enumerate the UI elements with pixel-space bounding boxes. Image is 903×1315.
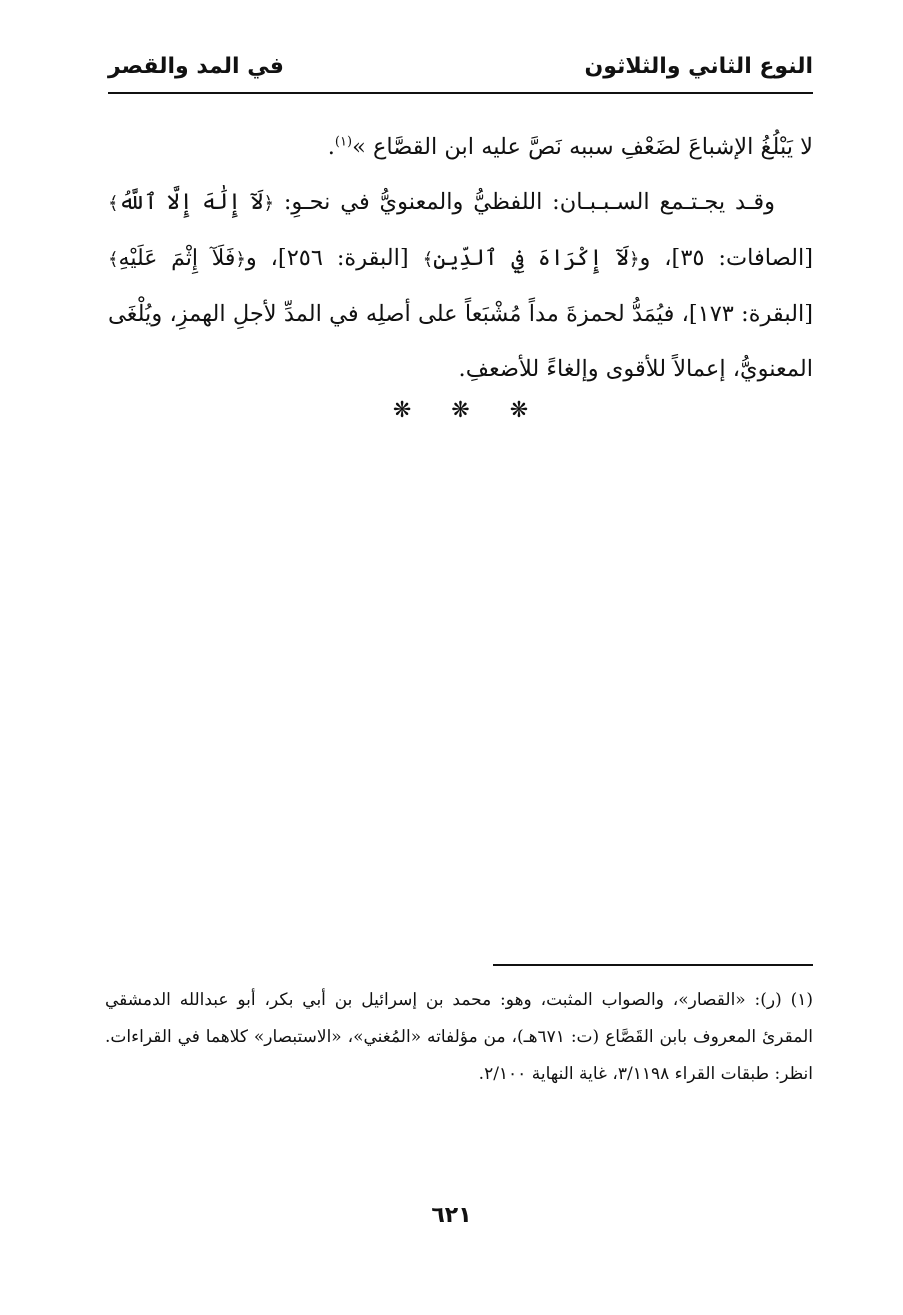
paragraph-1-end: . <box>327 134 335 160</box>
section-separator <box>108 398 813 423</box>
paragraph-2 <box>108 175 813 397</box>
quran-ornament-close-1: ﴾ <box>108 193 119 214</box>
footnote-reference: (١) <box>334 134 353 150</box>
page-number: ٦٢١ <box>431 1203 472 1228</box>
paragraph-1 <box>108 120 813 175</box>
footnote-rule <box>493 964 813 966</box>
section-title: في المد والقصر <box>108 54 284 79</box>
footnotes <box>105 982 813 1093</box>
quran-ornament-open-1: ﴿ <box>263 193 275 214</box>
asterism-icon: ❋ <box>392 398 412 423</box>
paragraph-2-lead: وقـد يجـتـمع السـبـبـان: اللفظيُّ والمعنويُّ في نحـوِ: <box>274 189 776 215</box>
quran-quote-1: لَآ إِلَٰهَ إِلَّا ٱللَّهُ <box>118 190 264 215</box>
paragraph-1-text: لا يَبْلُغُ الإشباعَ لضَعْفِ سببه نَصَّ عليه ابن القصَّاع » <box>352 134 813 160</box>
asterism-icon: ❋ <box>509 398 529 423</box>
running-header <box>108 48 813 94</box>
quran-quote-2: لَآ إِكْرَاهَ فِي ٱلدِّينِ <box>433 246 629 271</box>
main-text <box>108 120 813 397</box>
asterism-icon: ❋ <box>451 398 470 423</box>
footnote-1: (١) (ر): «القصار»، والصواب المثبت، وهو: محمد بن إسرائيل بن أبي بكر، أبو عبدالله الدمشقي المقرئ المعروف بابن القَصَّاع (ت: ٦٧١هـ)، من مؤلفاته «المُغني»، «الاستبصار» كلاهما في القراءات. انظر: طبقات القراء ٣/١١٩٨، غاية النهاية ٢/١٠٠. <box>105 990 813 1084</box>
quran-ornament-open-3: ﴿ <box>235 249 246 270</box>
quran-ornament-close-3: ﴾ <box>108 249 119 270</box>
chapter-title: النوع الثاني والثلاثون <box>584 54 813 79</box>
citation-1: [الصافات: ٣٥]، و <box>639 245 814 271</box>
quran-quote-3: فَلَآ إِثْمَ عَلَيْهِ <box>118 246 236 271</box>
quran-ornament-close-2: ﴾ <box>422 249 434 270</box>
quran-ornament-open-2: ﴿ <box>628 249 640 270</box>
citation-2: [البقرة: ٢٥٦]، و <box>245 245 423 271</box>
paragraph-2-rest: [البقرة: ١٧٣]، فيُمَدُّ لحمزةَ مداً مُشْبَعاً على أصلِه في المدِّ لأجلِ الهمزِ، ويُلْغَى المعنويُّ، إعمالاً للأقوى وإلغاءً للأضعفِ. <box>108 301 813 382</box>
